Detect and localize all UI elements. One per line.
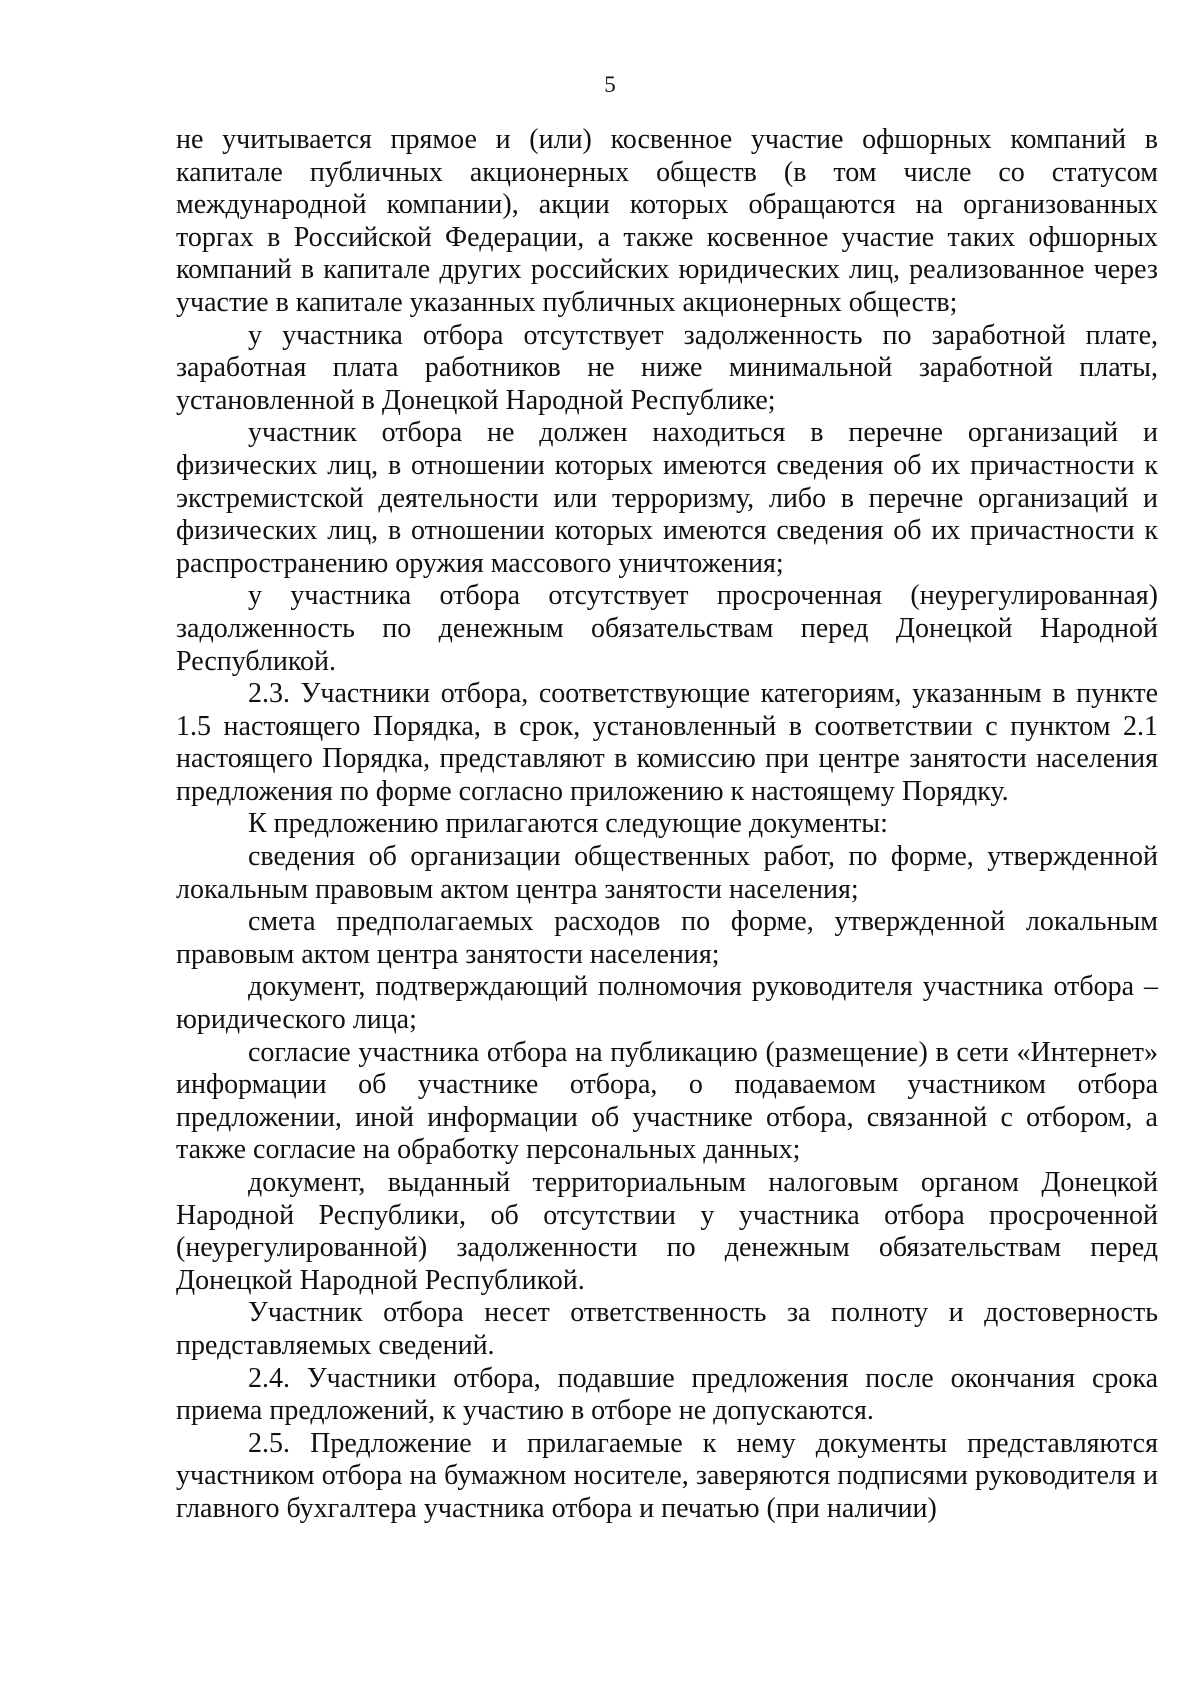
paragraph-expense-estimate: смета предполагаемых расходов по форме, утвержденной локальным правовым актом центра занятости населения; (176, 906, 1158, 970)
paragraph-offshore-participation: не учитывается прямое и (или) косвенное участие офшорных компаний в капитале публичных акционерных обществ (в том числе со статусом международной компании), акции которых обращаются на организованных торгах в Российской Федерации, а также косвенное участие таких офшорных компаний в капитале других российских юридических лиц, реализованное через участие в капитале указанных публичных акционерных обществ; (176, 124, 1158, 318)
document-body (176, 124, 1158, 1526)
paragraph-overdue-debt: у участника отбора отсутствует просроченная (неурегулированная) задолженность по денежным обязательствам перед Донецкой Народной Республикой. (176, 580, 1158, 677)
paragraph-publication-consent: согласие участника отбора на публикацию (размещение) в сети «Интернет» информации об участнике отбора, о подаваемом участником отбора предложении, иной информации об участнике отбора, связанной с отбором, а также согласие на обработку персональных данных; (176, 1036, 1158, 1166)
paragraph-clause-2-4: 2.4. Участники отбора, подавшие предложения после окончания срока приема предложений, к участию в отборе не допускаются. (176, 1362, 1158, 1427)
paragraph-public-works-info: сведения об организации общественных работ, по форме, утвержденной локальным правовым актом центра занятости населения; (176, 841, 1158, 905)
paragraph-responsibility: Участник отбора несет ответственность за полноту и достоверность представляемых сведений. (176, 1297, 1158, 1361)
paragraph-clause-2-3: 2.3. Участники отбора, соответствующие категориям, указанным в пункте 1.5 настоящего Порядка, в срок, установленный в соответствии с пунктом 2.1 настоящего Порядка, представляют в комиссию при центре занятости населения предложения по форме согласно приложению к настоящему Порядку. (176, 678, 1158, 807)
paragraph-attached-documents: К предложению прилагаются следующие документы: (248, 808, 888, 840)
page-number: 5 (604, 72, 616, 97)
paragraph-tax-certificate: документ, выданный территориальным налоговым органом Донецкой Народной Республики, об отсутствии у участника отбора просроченной (неурегулированной) задолженности по денежным обязательствам перед Донецкой Народной Республикой. (176, 1167, 1158, 1296)
paragraph-clause-2-5: 2.5. Предложение и прилагаемые к нему документы представляются участником отбора на бумажном носителе, заверяются подписями руководителя и главного бухгалтера участника отбора и печатью (при наличии) (176, 1427, 1158, 1524)
paragraph-extremism-list: участник отбора не должен находиться в перечне организаций и физических лиц, в отношении которых имеются сведения об их причастности к экстремистской деятельности или терроризму, либо в перечне организаций и физических лиц, в отношении которых имеются сведения об их причастности к распространению оружия массового уничтожения; (176, 417, 1158, 579)
paragraph-authority-document: документ, подтверждающий полномочия руководителя участника отбора – юридического лица; (176, 971, 1158, 1036)
paragraph-wage-arrears: у участника отбора отсутствует задолженность по заработной плате, заработная плата работников не ниже минимальной заработной платы, установленной в Донецкой Народной Республике; (176, 319, 1158, 416)
